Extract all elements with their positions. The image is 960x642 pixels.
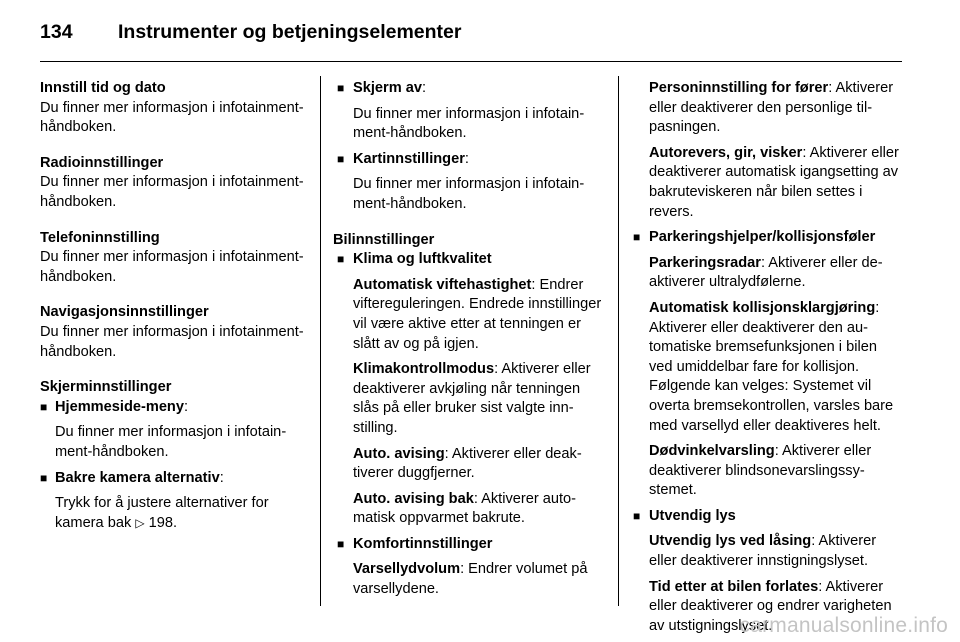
list-item: ■ Bakre kamera alternativ: [40,469,308,489]
list-item: ■ Parkeringshjelper/kollisjonsføler [629,228,902,248]
page-header [40,20,902,44]
section-text: Du finner mer informasjon i infotainment-håndboken. [40,249,304,285]
column-1 [40,79,308,539]
column-2 [333,79,603,606]
section-text: Du finner mer informasjon i infotainment-håndboken. [40,174,304,210]
list-item-text: Parkeringsradar: Aktiverer eller deaktiverer ultralydfølerne. [649,254,883,291]
section-radio [40,154,308,213]
list-item: ■ Skjerm av: [333,79,603,99]
list-item-text: Utvendig lys ved låsing: Aktiverer eller deaktiverer innstigningslyset. [649,533,877,570]
list-item-text: Auto. avising bak: Aktiverer automatisk oppvarmet bakrute. [353,490,577,527]
section-title: Bilinnstillinger [333,231,435,248]
section-navigasjon [40,303,308,362]
section-title: Radioinnstillinger [40,154,164,171]
page-reference-icon: ▷ [135,515,145,530]
list-item: ■ Hjemmeside-meny: [40,398,308,418]
page-title: Instrumenter og betjeningselementer [118,21,462,43]
section-title: Navigasjonsinnstillinger [40,304,209,321]
list-item-text: Du finner mer informasjon i infotainment-håndboken. [353,176,585,212]
list-item: ■ Klima og luftkvalitet [333,250,603,270]
list-item-text: Autorevers, gir, visker: Aktiverer eller deaktiverer automatisk igangsetting av bakruteviskeren når bilen settes i revers. [649,144,899,220]
list-item: ■ Utvendig lys [629,507,902,527]
list-item: ■ Komfortinnstillinger [333,535,603,555]
section-title: Innstill tid og dato [40,80,166,96]
header-rule [40,61,902,62]
page-number: 134 [40,21,73,43]
list-item-text: Automatisk kollisjonsklargjøring: Aktiverer eller deaktiverer den automatiske bremsefunksjonen i bilen ved umiddelbar fare for kollisjon. Følgende kan velges: Systemet vil overta bremsekontrollen, varsles bare med varsellyd eller deaktiveres helt. [649,299,894,434]
column-divider [320,76,321,606]
list-item-text: Du finner mer informasjon i infotainment-håndboken. [353,105,585,142]
page-reference: 198. [148,514,178,531]
column-divider [618,76,619,606]
list-item-text: Auto. avising: Aktiverer eller deaktiverer duggfjerner. [353,445,582,482]
list-item: ■ Kartinnstillinger: [333,150,603,170]
watermark: carmanualsonline.info [739,614,948,637]
column-3 [629,79,902,642]
list-item-text: Varsellydvolum: Endrer volumet på varsellydene. [353,561,588,598]
section-skjerm [40,378,308,533]
list-item-text: Trykk for å justere alternativer for kamera bak ▷ 198. [55,495,269,531]
list-item-text: Klimakontrollmodus: Aktiverer eller deaktiverer avkjøling når tenningen slås på eller bruker sist valgte innstilling. [353,361,591,436]
list-item-text: Automatisk viftehastighet: Endrer viftereguleringen. Endrede innstillinger vil være aktive etter at tenningen er slått av og på igjen. [353,276,602,352]
section-title: Skjerminnstillinger [40,379,172,396]
section-tid-dato [40,79,308,138]
section-text: Du finner mer informasjon i infotainment-håndboken. [40,99,304,136]
section-telefon [40,229,308,288]
list-item-text: Du finner mer informasjon i infotainment-håndboken. [55,424,287,460]
list-item-text: Dødvinkelvarsling: Aktiverer eller deaktiverer blindsonevarslingssystemet. [649,443,872,499]
section-text: Du finner mer informasjon i infotainment-håndboken. [40,323,304,360]
list-item-text: Personinnstilling for fører: Aktiverer eller deaktiverer den personlige tilpasningen. [649,80,894,136]
list-item-text: Tid etter at bilen forlates: Aktiverer eller deaktiverer og endrer varigheten av utstigningslyset. [649,578,892,634]
section-title: Telefoninnstilling [40,229,160,246]
